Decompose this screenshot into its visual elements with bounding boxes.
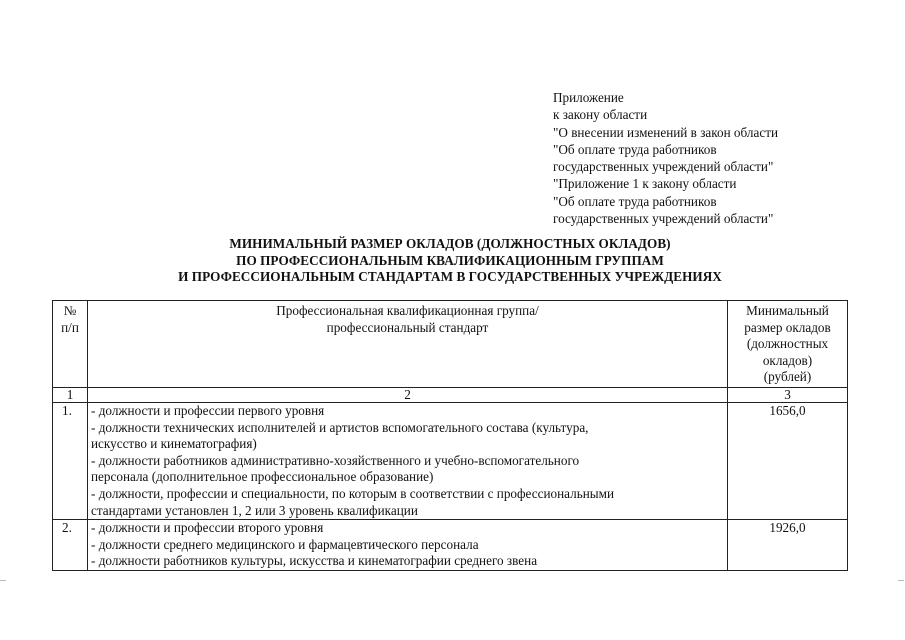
appendix-line: "Об оплате труда работников: [553, 193, 717, 209]
appendix-line: "Об оплате труда работников: [553, 141, 717, 157]
header-salary-line: (рублей): [763, 369, 812, 385]
column-index-cell: 3: [728, 388, 848, 403]
row-description-line: персонала (дополнительное профессиональное образование): [91, 469, 434, 485]
column-index-cell: 2: [88, 388, 728, 403]
header-salary-cell: [728, 301, 848, 388]
row-description-line: - должности работников административно-хозяйственного и учебно-вспомогательного: [91, 452, 580, 468]
salary-table: [52, 300, 848, 571]
row-salary-value: 1926,0: [728, 520, 848, 571]
appendix-block: [553, 89, 883, 227]
title-line: ПО ПРОФЕССИОНАЛЬНЫМ КВАЛИФИКАЦИОННЫМ ГРУППАМ: [236, 252, 664, 268]
row-number: 2.: [53, 520, 88, 571]
row-description-line: - должности среднего медицинского и фармацевтического персонала: [91, 536, 479, 552]
appendix-line: государственных учреждений области": [553, 211, 774, 227]
header-salary-line: (должностных: [746, 336, 829, 352]
row-salary-value: 1656,0: [728, 403, 848, 520]
title-line: МИНИМАЛЬНЫЙ РАЗМЕР ОКЛАДОВ (ДОЛЖНОСТНЫХ ОКЛАДОВ): [229, 236, 671, 251]
row-description-line: - должности работников культуры, искусства и кинематографии среднего звена: [91, 553, 538, 569]
header-salary-line: Минимальный: [746, 303, 829, 318]
row-number: 1.: [53, 403, 88, 520]
document-title: [90, 236, 810, 286]
appendix-line: Приложение: [553, 90, 624, 105]
appendix-line: к закону области: [553, 107, 648, 123]
column-index-cell: 1: [53, 388, 88, 403]
row-description-line: искусство и кинематография): [91, 436, 257, 452]
header-salary-line: окладов): [762, 352, 813, 368]
header-number-cell: [53, 301, 88, 388]
column-index-row: [53, 388, 848, 403]
row-description: [88, 520, 728, 571]
row-description-line: - должности технических исполнителей и артистов вспомогательного состава (культура,: [91, 419, 589, 435]
appendix-line: "Приложение 1 к закону области: [553, 176, 737, 192]
page-edge-mark: [0, 580, 6, 581]
table-header-row: [53, 301, 848, 388]
row-description-line: - должности, профессии и специальности, по которым в соответствии с профессиональными: [91, 485, 615, 501]
row-description-line: стандартами установлен 1, 2 или 3 уровень квалификации: [91, 502, 418, 518]
header-number-line: №: [63, 303, 77, 318]
appendix-line: "О внесении изменений в закон области: [553, 124, 779, 140]
table-row: [53, 403, 848, 520]
title-line: И ПРОФЕССИОНАЛЬНЫМ СТАНДАРТАМ В ГОСУДАРСТВЕННЫХ УЧРЕЖДЕНИЯХ: [178, 269, 722, 285]
header-group-line: Профессиональная квалификационная группа/: [276, 303, 539, 318]
page-edge-mark: [898, 580, 904, 581]
header-group-line: профессиональный стандарт: [326, 319, 489, 335]
appendix-line: государственных учреждений области": [553, 159, 774, 175]
header-number-line: п/п: [61, 319, 79, 335]
row-description: [88, 403, 728, 520]
row-description-line: - должности и профессии первого уровня: [91, 403, 325, 418]
header-group-cell: [88, 301, 728, 388]
header-salary-line: размер окладов: [744, 319, 831, 335]
table-row: [53, 520, 848, 571]
row-description-line: - должности и профессии второго уровня: [91, 520, 324, 536]
